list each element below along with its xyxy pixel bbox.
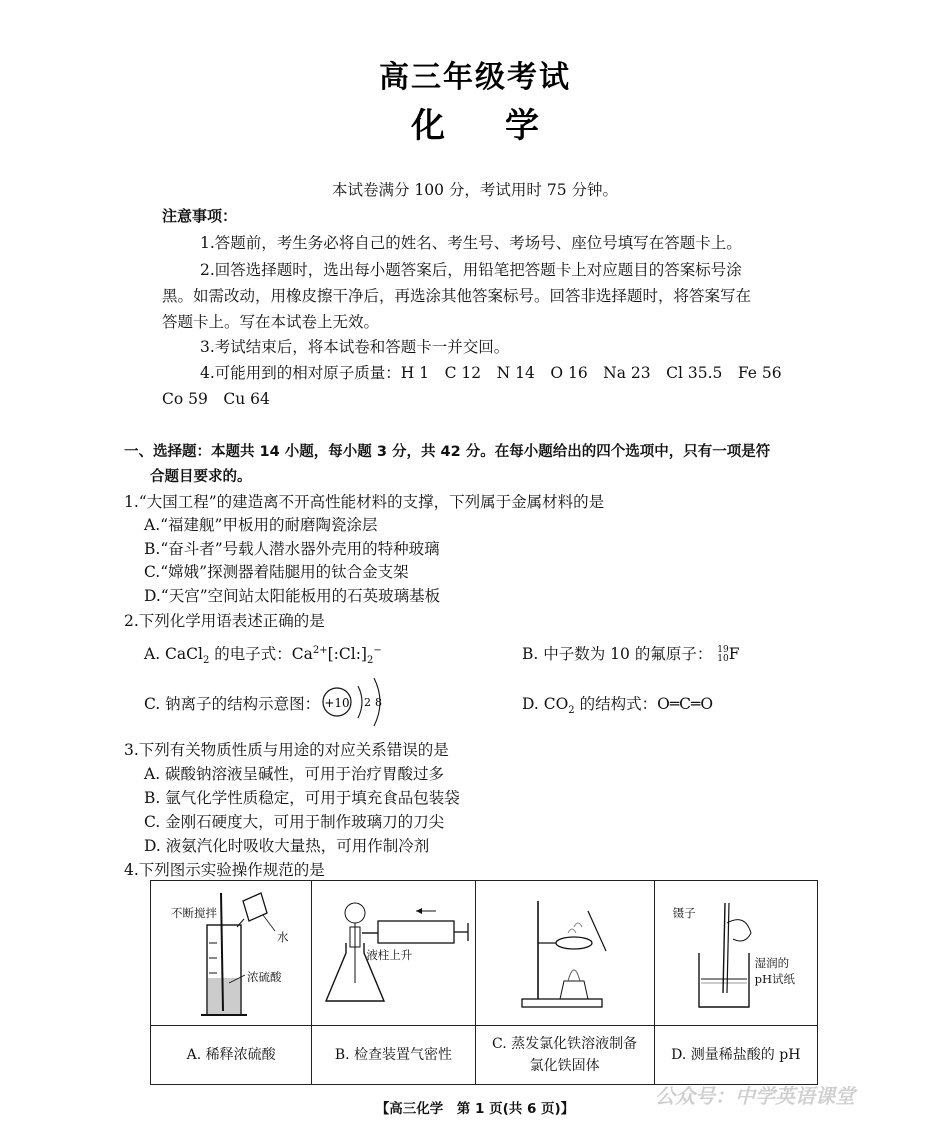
label-tweezers: 镊子 [672, 906, 696, 920]
q2-option-d: D. $CO_2$ 的结构式：O═C═O [522, 695, 714, 717]
q3-stem: 3.下列有关物质性质与用途的对应关系错误的是 [124, 741, 449, 759]
label-stir: 不断搅拌 [171, 906, 217, 920]
q1-option-d: D.“天宫”空间站太阳能板用的石英玻璃基板 [144, 587, 441, 605]
notice-item-2b: 黑。如需改动，用橡皮擦干净后，再选涂其他答案标号。回答非选择题时，将答案写在 [162, 287, 752, 305]
co2-structure: O═C═O [657, 695, 714, 713]
q4-stem: 4.下列图示实验操作规范的是 [124, 861, 325, 879]
shell-2-count: 8 [375, 696, 382, 709]
section-heading-1: 一、选择题：本题共 14 小题，每小题 3 分，共 42 分。在每小题给出的四个选项中，只有一项是符 [124, 444, 771, 460]
notice-item-2c: 答题卡上。写在本试卷上无效。 [162, 313, 380, 331]
notice-item-2a: 2.回答选择题时，选出每小题答案后，用铅笔把答题卡上对应题目的答案标号涂 [200, 261, 742, 279]
exam-info: 本试卷满分 100 分，考试用时 75 分钟。 [331, 181, 619, 199]
notice-item-4b: Co 59 Cu 64 [162, 390, 270, 408]
chloride-electron-formula: [:Cl:] [327, 645, 367, 663]
q1-option-c: C.“嫦娥”探测器着陆腿用的钛合金支架 [144, 563, 409, 581]
notice-heading: 注意事项： [162, 207, 238, 225]
q1-stem: 1.“大国工程”的建造离不开高性能材料的支撑，下列属于金属材料的是 [124, 493, 605, 511]
q1-option-b: B.“奋斗者”号载人潜水器外壳用的特种玻璃 [144, 540, 440, 558]
watermark: 公众号：中学英语课堂 [655, 1084, 855, 1108]
label-water: 水 [277, 930, 289, 944]
q1-option-a: A.“福建舰”甲板用的耐磨陶瓷涂层 [144, 516, 378, 534]
notice-item-4a: 4.可能用到的相对原子质量：H 1 C 12 N 14 O 16 Na 23 Cl 35.5 Fe 56 [200, 364, 782, 382]
q3-option-a: A. 碳酸钠溶液呈碱性，可用于治疗胃酸过多 [144, 765, 445, 783]
label-sulfuric-acid: 浓硫酸 [247, 970, 282, 984]
label-liquid-rises: 液柱上升 [366, 948, 413, 962]
notice-item-1: 1.答题前，考生务必将自己的姓名、考生号、考场号、座位号填写在答题卡上。 [200, 234, 742, 252]
figure-a-cell [151, 881, 312, 1026]
q3-option-c: C. 金刚石硬度大，可用于制作玻璃刀的刀尖 [144, 813, 445, 831]
exam-title: 高三年级考试 [379, 60, 571, 95]
notice-item-3: 3.考试结束后，将本试卷和答题卡一并交回。 [200, 338, 510, 356]
section-heading-2: 合题目要求的。 [150, 469, 252, 485]
shell-1-count: 2 [364, 696, 371, 709]
caption-c: C. 蒸发氯化铁溶液制备 氯化铁固体 [475, 1026, 654, 1085]
ph-measurement-illustration [655, 883, 819, 1023]
label-ph-paper: pH试纸 [754, 972, 795, 986]
subject-title: 化学 [411, 106, 599, 146]
caption-a: A. 稀释浓硫酸 [151, 1026, 312, 1085]
q2-option-a: A. CaCl$_2$ 的电子式：$Ca^{2+}[:Cl:]_2^-$ [144, 644, 382, 667]
evaporation-apparatus-illustration [476, 881, 654, 1021]
nucleus-charge: +10 [324, 696, 350, 710]
q2-option-c: C. 钠离子的结构示意图： [144, 695, 321, 713]
figure-c-cell [475, 881, 654, 1026]
figure-b-cell [312, 881, 475, 1026]
sodium-ion-diagram [320, 674, 390, 732]
q2-option-b: B. 中子数为 10 的氟原子： 19 10F [522, 645, 740, 664]
atomic-number: 10 [717, 654, 729, 664]
page-footer: 【高三化学 第 1 页(共 6 页)】 [375, 1101, 575, 1117]
caption-b: B. 检查装置气密性 [312, 1026, 475, 1085]
q3-option-d: D. 液氨汽化时吸收大量热，可用作制冷剂 [144, 837, 430, 855]
q2-stem: 2.下列化学用语表述正确的是 [124, 612, 325, 630]
figure-d-cell [654, 881, 817, 1026]
label-moist: 湿润的 [754, 956, 790, 970]
mass-number: 19 [717, 645, 729, 655]
dilution-apparatus-illustration [151, 883, 313, 1023]
caption-d: D. 测量稀盐酸的 pH [654, 1026, 817, 1085]
experiment-figure-table [150, 880, 818, 1085]
q3-option-b: B. 氩气化学性质稳定，可用于填充食品包装袋 [144, 789, 460, 807]
